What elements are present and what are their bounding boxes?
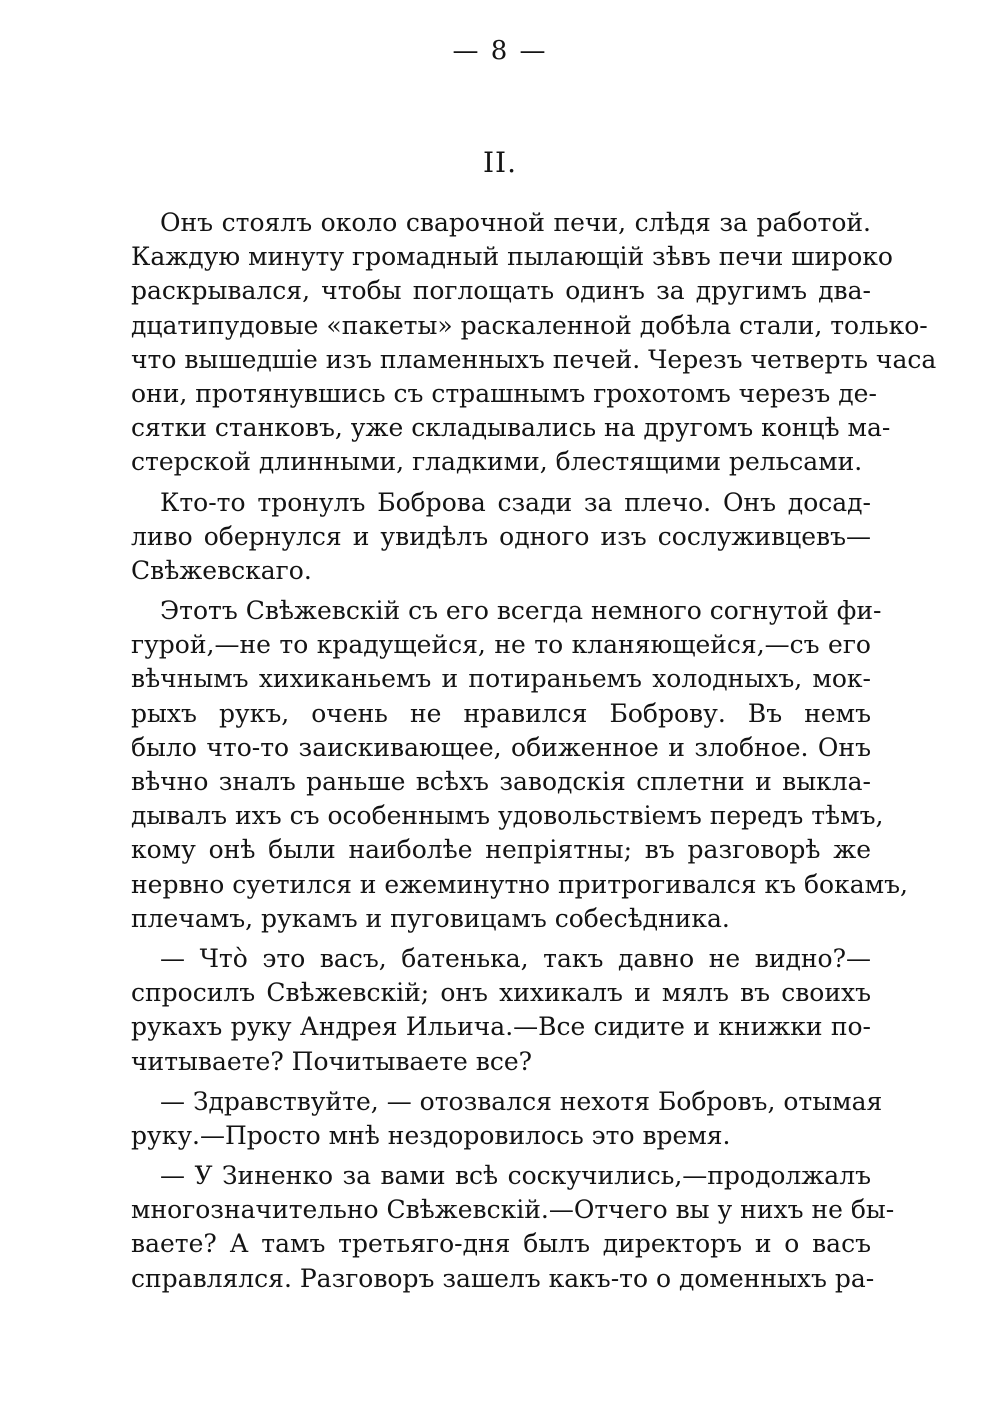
text-line: Этотъ Свѣжевскій съ его всегда немного согнутой фи- (160, 596, 882, 626)
body-text (131, 206, 937, 1302)
text-line: — У Зиненко за вами всѣ соскучились,—продолжалъ (160, 1161, 871, 1191)
text-line: плечамъ, рукамъ и пуговицамъ собесѣдника. (131, 903, 730, 933)
text-line: многозначительно Свѣжевскій.—Отчего вы у нихъ не бы- (131, 1195, 895, 1225)
text-line: стерской длинными, гладкими, блестящими рельсами. (131, 447, 863, 477)
text-line: спросилъ Свѣжевскій; онъ хихикалъ и мялъ въ своихъ (131, 978, 871, 1008)
page-number: — 8 — (452, 36, 548, 66)
text-line: — Чтò это васъ, батенька, такъ давно не видно?— (160, 943, 871, 973)
text-line: рыхъ рукъ, очень не нравился Боброву. Въ немъ (131, 698, 871, 728)
paragraph (131, 486, 871, 589)
paragraph (131, 1159, 895, 1296)
text-line: справлялся. Разговоръ зашелъ какъ-то о доменныхъ ра- (131, 1263, 875, 1293)
text-line: читываете? Почитываете все? (131, 1046, 533, 1076)
text-line: вѣчнымъ хихиканьемъ и потираньемъ холодныхъ, мок- (131, 664, 871, 694)
text-line: нервно суетился и ежеминутно притрогивался къ бокамъ, (131, 869, 908, 899)
text-line: они, протянувшись съ страшнымъ грохотомъ черезъ де- (131, 378, 877, 408)
paragraph (131, 594, 908, 936)
text-line: дцатипудовые «пакеты» раскаленной добѣла стали, только- (131, 310, 928, 340)
text-line: руку.—Просто мнѣ нездоровилось это время. (131, 1120, 731, 1150)
text-line: ливо обернулся и увидѣлъ одного изъ сослуживцевъ— (131, 521, 871, 551)
text-line: раскрывался, чтобы поглощать одинъ за другимъ два- (131, 276, 871, 306)
text-line: Онъ стоялъ около сварочной печи, слѣдя за работой. (160, 208, 871, 237)
text-line: Кто-то тронулъ Боброва сзади за плечо. Онъ досад- (160, 487, 871, 517)
text-line: было что-то заискивающее, обиженное и злобное. Онъ (131, 732, 871, 762)
paragraph (131, 942, 871, 1079)
text-line: гурой,—не то крадущейся, не то кланяющейся,—съ его (131, 630, 871, 660)
paragraph (131, 206, 937, 480)
text-line: Каждую минуту громадный пылающій зѣвъ печи широко (131, 242, 893, 272)
text-line: Свѣжевскаго. (131, 555, 312, 585)
paragraph (131, 1085, 883, 1153)
text-line: кому онѣ были наиболѣе непріятны; въ разговорѣ же (131, 835, 871, 865)
text-line: сятки станковъ, уже складывались на другомъ концѣ ма- (131, 413, 891, 443)
text-line: — Здравствуйте, — отозвался нехотя Бобровъ, отымая (160, 1086, 883, 1116)
text-line: что вышедшіе изъ пламенныхъ печей. Черезъ четверть часа (131, 344, 937, 374)
text-line: ваете? А тамъ третьяго-дня былъ директоръ и о васъ (131, 1229, 871, 1259)
text-line: дывалъ ихъ съ особеннымъ удовольствіемъ передъ тѣмъ, (131, 801, 884, 831)
text-line: вѣчно зналъ раньше всѣхъ заводскія сплетни и выкла- (131, 767, 871, 796)
chapter-heading: II. (482, 146, 518, 179)
text-line: рукахъ руку Андрея Ильича.—Все сидите и книжки по- (131, 1012, 871, 1042)
